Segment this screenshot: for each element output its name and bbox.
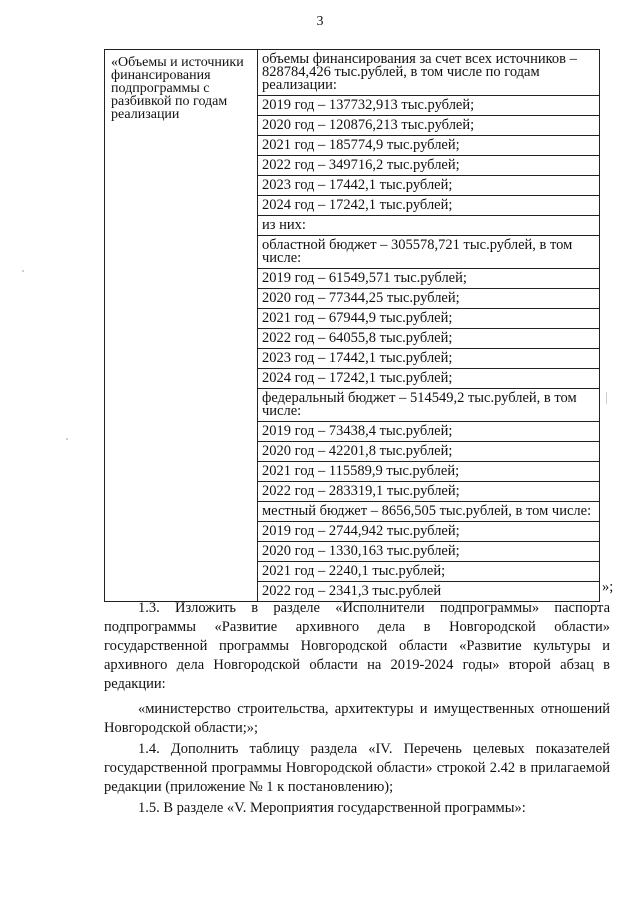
financing-line: 2021 год – 2240,1 тыс.рублей; bbox=[258, 561, 599, 581]
financing-line: 2020 год – 42201,8 тыс.рублей; bbox=[258, 441, 599, 461]
paragraph-1-5: 1.5. В разделе «V. Мероприятия государственной программы»: bbox=[138, 800, 526, 816]
financing-line: 2019 год – 2744,942 тыс.рублей; bbox=[258, 521, 599, 541]
financing-line: 2022 год – 2341,3 тыс.рублей bbox=[258, 581, 599, 601]
paragraph-1-3: 1.3. Изложить в разделе «Исполнители подпрограммы» паспорта подпрограммы «Развитие архивного дела в Новгородской области» государственной программы Новгородской области «Развитие культуры и архивного дела Новгородской области на 2019-2024 годы» второй абзац в редакции: bbox=[104, 600, 610, 692]
table-row bbox=[105, 50, 600, 602]
paragraph-1-4: 1.4. Дополнить таблицу раздела «IV. Перечень целевых показателей государственной программы Новгородской области» строкой 2.42 в прилагаемой редакции (приложение № 1 к постановлению); bbox=[104, 741, 610, 795]
scan-mark bbox=[66, 438, 68, 440]
financing-line: 2020 год – 77344,25 тыс.рублей; bbox=[258, 288, 599, 308]
financing-lines bbox=[258, 50, 599, 601]
scan-mark bbox=[606, 392, 607, 404]
financing-line: 2019 год – 73438,4 тыс.рублей; bbox=[258, 421, 599, 441]
paragraph-quote: «министерство строительства, архитектуры и имущественных отношений Новгородской области;»; bbox=[104, 701, 610, 736]
financing-line: 2020 год – 1330,163 тыс.рублей; bbox=[258, 541, 599, 561]
financing-line: 2022 год – 64055,8 тыс.рублей; bbox=[258, 328, 599, 348]
financing-line: местный бюджет – 8656,505 тыс.рублей, в том числе: bbox=[258, 501, 599, 521]
financing-line: 2020 год – 120876,213 тыс.рублей; bbox=[258, 115, 599, 135]
financing-line: из них: bbox=[258, 215, 599, 235]
financing-line: областной бюджет – 305578,721 тыс.рублей, в том числе: bbox=[258, 235, 599, 268]
financing-line: 2023 год – 17442,1 тыс.рублей; bbox=[258, 175, 599, 195]
scan-mark bbox=[22, 270, 24, 272]
closing-quote: »; bbox=[602, 579, 614, 595]
financing-line: 2022 год – 349716,2 тыс.рублей; bbox=[258, 155, 599, 175]
financing-table bbox=[104, 49, 600, 602]
financing-line: 2023 год – 17442,1 тыс.рублей; bbox=[258, 348, 599, 368]
financing-line: объемы финансирования за счет всех источников – 828784,426 тыс.рублей, в том числе по годам реализации: bbox=[262, 51, 577, 93]
financing-line: 2021 год – 67944,9 тыс.рублей; bbox=[258, 308, 599, 328]
financing-line: федеральный бюджет – 514549,2 тыс.рублей, в том числе: bbox=[258, 388, 599, 421]
financing-line: 2021 год – 115589,9 тыс.рублей; bbox=[258, 461, 599, 481]
table-right-cell bbox=[258, 50, 600, 602]
financing-line: 2022 год – 283319,1 тыс.рублей; bbox=[258, 481, 599, 501]
financing-line: 2019 год – 61549,571 тыс.рублей; bbox=[258, 268, 599, 288]
table-left-cell: «Объемы и источники финансирования подпрограммы с разбивкой по годам реализации bbox=[105, 50, 258, 602]
financing-line: 2024 год – 17242,1 тыс.рублей; bbox=[258, 368, 599, 388]
page-number: 3 bbox=[316, 14, 324, 29]
financing-line: 2021 год – 185774,9 тыс.рублей; bbox=[258, 135, 599, 155]
financing-line: 2024 год – 17242,1 тыс.рублей; bbox=[258, 195, 599, 215]
financing-line: 2019 год – 137732,913 тыс.рублей; bbox=[258, 95, 599, 115]
